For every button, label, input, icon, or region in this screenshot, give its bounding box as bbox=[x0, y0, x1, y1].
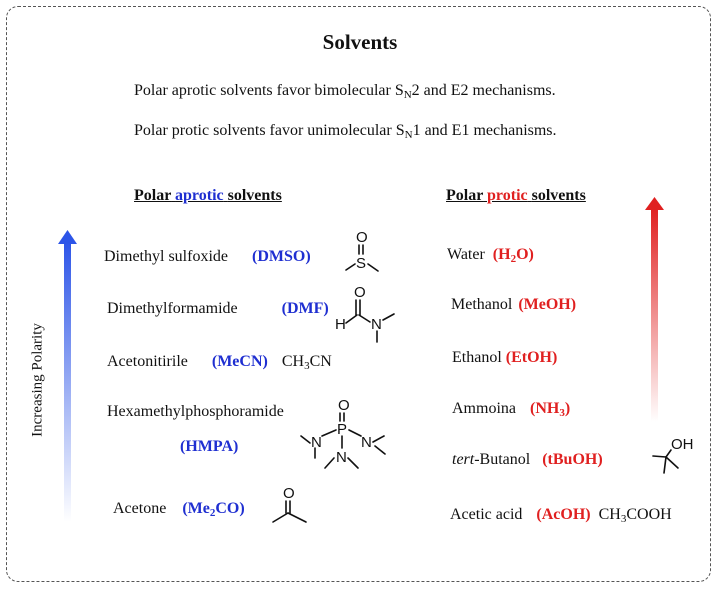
protic-item-ammonia: Ammoina $(NH_3)$ bbox=[452, 400, 571, 419]
statement-aprotic: Polar aprotic solvents favor bimolecular $S_N2$ and E2 mechanisms. bbox=[134, 82, 556, 101]
mecn-formula: $CH_3CN$ bbox=[281, 353, 332, 372]
aprotic-item-mecn: Acetonitirile (MeCN) $CH_3CN$ bbox=[107, 353, 332, 372]
acetone-abbr: $(Me_2CO)$ bbox=[182, 500, 245, 519]
aprotic-item-acetone: Acetone $(Me_2CO)$ bbox=[113, 500, 245, 519]
svg-text:O: O bbox=[338, 397, 350, 414]
dmf-structure-icon bbox=[335, 283, 400, 345]
water-abbr: $(H_2O)$ bbox=[492, 246, 534, 265]
increasing-polarity-arrow-red bbox=[643, 196, 667, 426]
aprotic-item-dmf: Dimethylformamide (DMF) bbox=[107, 300, 329, 317]
acetic-acid-formula: $CH_3COOH$ bbox=[598, 506, 672, 525]
svg-text:N: N bbox=[336, 449, 347, 466]
increasing-polarity-label: Increasing Polarity bbox=[29, 323, 46, 437]
protic-item-methanol: Methanol (MeOH) bbox=[451, 296, 577, 313]
hmpa-structure-icon bbox=[298, 396, 390, 474]
svg-text:N: N bbox=[361, 434, 372, 451]
svg-text:O: O bbox=[356, 229, 368, 246]
protic-item-ethanol: Ethanol (EtOH) bbox=[452, 349, 558, 366]
aprotic-header: Polar aprotic solvents bbox=[134, 187, 282, 204]
protic-item-acetic-acid: Acetic acid (AcOH) $CH_3COOH$ bbox=[450, 506, 672, 525]
protic-header: Polar protic solvents bbox=[446, 187, 586, 204]
dmso-structure-icon bbox=[345, 228, 385, 276]
aprotic-item-hmpa-name: Hexamethylphosphoramide bbox=[107, 403, 284, 420]
page-title: Solvents bbox=[322, 30, 398, 54]
protic-item-water: Water $(H_2O)$ bbox=[447, 246, 534, 265]
svg-text:N: N bbox=[371, 316, 382, 333]
svg-text:S: S bbox=[356, 255, 367, 272]
svg-text:OH: OH bbox=[671, 436, 694, 453]
acetone-structure-icon bbox=[270, 484, 312, 528]
svg-text:H: H bbox=[335, 316, 346, 333]
protic-item-tert-butanol: tert-Butanol (tBuOH) bbox=[452, 451, 603, 468]
ammonia-abbr: $(NH_3)$ bbox=[530, 400, 571, 419]
aprotic-item-hmpa-abbr: (HMPA) bbox=[180, 438, 239, 455]
aprotic-item-dmso: Dimethyl sulfoxide (DMSO) bbox=[104, 248, 311, 265]
tert-butanol-structure-icon bbox=[652, 432, 696, 478]
svg-text:O: O bbox=[283, 485, 295, 502]
svg-text:P: P bbox=[337, 421, 348, 438]
svg-text:N: N bbox=[311, 434, 322, 451]
svg-text:O: O bbox=[354, 284, 366, 301]
increasing-polarity-arrow-blue bbox=[56, 228, 80, 528]
statement-protic: Polar protic solvents favor unimolecular $S_N1$ and E1 mechanisms. bbox=[134, 122, 557, 141]
